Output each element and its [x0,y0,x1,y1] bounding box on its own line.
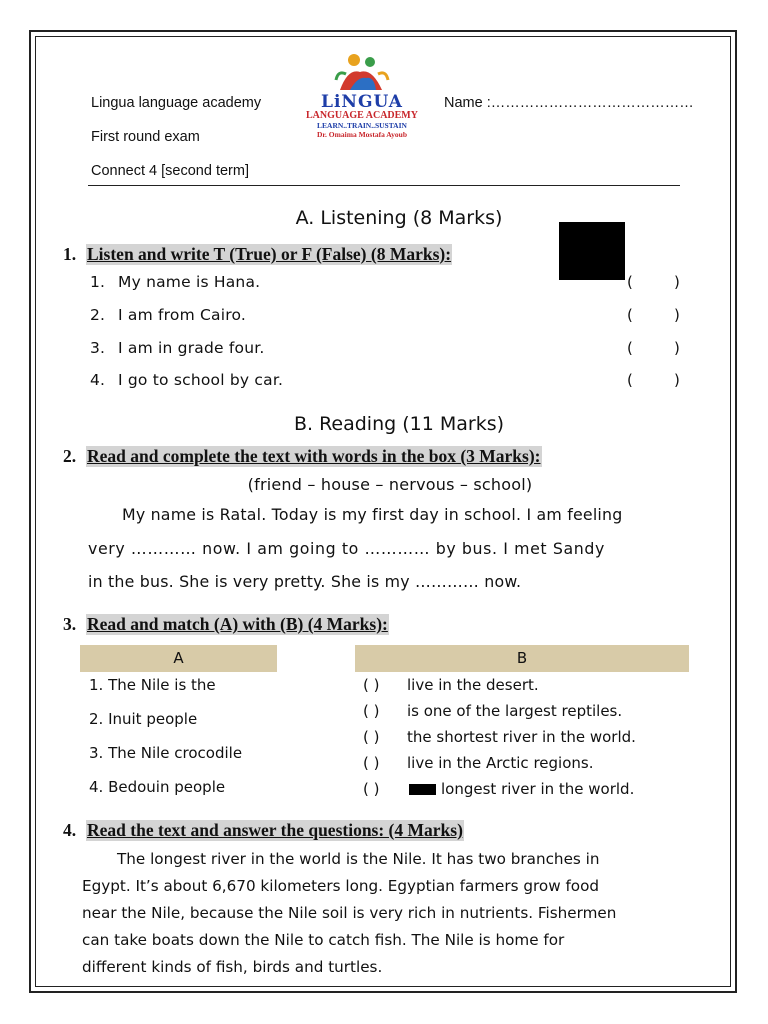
match-b-item-4-paren: ( ) [363,754,380,772]
completion-line-3: in the bus. She is very pretty. She is my ………… now. [88,572,522,591]
match-a-item-3: 3. The Nile crocodile [89,744,243,762]
name-field-label: Name :…………………………………… [444,95,694,111]
tf-item-2-paren-open: ( [627,306,633,324]
exam-round: First round exam [91,129,200,145]
tf-item-3-paren-open: ( [627,339,633,357]
match-a-item-2: 2. Inuit people [89,710,198,728]
question-3-title: Read and match (A) with (B) (4 Marks): [87,614,388,634]
match-b-item-2-paren: ( ) [363,702,380,720]
redaction-box [559,222,625,280]
course-name: Connect 4 [second term] [91,163,249,179]
tf-item-1-number: 1. [90,273,106,291]
tf-item-3-number: 3. [90,339,106,357]
header-divider [88,185,680,186]
match-b-item-3-text: the shortest river in the world. [407,728,636,746]
reading-line-4: can take boats down the Nile to catch fish. The Nile is home for [82,931,565,949]
logo-wordmark: LiNGUA [321,92,403,112]
word-box: (friend – house – nervous – school) [247,475,533,494]
logo-tagline: LANGUAGE ACADEMY [306,110,418,121]
question-1-number: 1. [63,244,77,264]
match-column-b-header: B [355,645,689,672]
academy-name: Lingua language academy [91,95,262,111]
logo-figures-icon [302,50,422,94]
tf-item-4-paren-close: ) [674,371,680,389]
tf-item-4-text: I go to school by car. [118,371,284,389]
match-b-item-1-paren: ( ) [363,676,380,694]
tf-item-1-text: My name is Hana. [118,273,261,291]
question-2-number: 2. [63,446,77,466]
section-a-title: A. Listening (8 Marks) [295,207,503,229]
tf-item-4-number: 4. [90,371,106,389]
tf-item-1-paren-close: ) [674,273,680,291]
match-b-item-5-redaction [409,784,436,795]
question-4-title: Read the text and answer the questions: (4 Marks) [87,820,463,840]
match-b-item-2-text: is one of the largest reptiles. [407,702,623,720]
reading-line-2: Egypt. It’s about 6,670 kilometers long. Egyptian farmers grow food [82,877,600,895]
match-b-item-4-text: live in the Arctic regions. [407,754,594,772]
completion-line-2: very ………… now. I am going to ………… by bus. I met Sandy [88,539,605,558]
match-b-item-5-paren: ( ) [363,780,380,798]
question-4-number: 4. [63,820,77,840]
question-1-title: Listen and write T (True) or F (False) (8 Marks): [87,244,452,264]
tf-item-2-text: I am from Cairo. [118,306,247,324]
question-2-title: Read and complete the text with words in the box (3 Marks): [87,446,541,466]
match-a-item-4: 4. Bedouin people [89,778,226,796]
match-a-item-1: 1. The Nile is the [89,676,216,694]
match-b-item-5-text: longest river in the world. [441,780,635,798]
tf-item-4-paren-open: ( [627,371,633,389]
reading-line-5: different kinds of fish, birds and turtles. [82,958,383,976]
reading-line-3: near the Nile, because the Nile soil is very rich in nutrients. Fishermen [82,904,617,922]
completion-line-1: My name is Ratal. Today is my first day in school. I am feeling [122,505,623,524]
tf-item-2-number: 2. [90,306,106,324]
question-3-number: 3. [63,614,77,634]
tf-item-2-paren-close: ) [674,306,680,324]
section-b-title: B. Reading (11 Marks) [293,413,505,435]
academy-logo [302,50,422,146]
match-b-item-1-text: live in the desert. [407,676,539,694]
logo-motto: LEARN..TRAIN..SUSTAIN [317,121,407,130]
tf-item-1-paren-open: ( [627,273,633,291]
reading-line-1: The longest river in the world is the Nile. It has two branches in [117,850,600,868]
tf-item-3-paren-close: ) [674,339,680,357]
match-column-a-header: A [80,645,277,672]
tf-item-3-text: I am in grade four. [118,339,265,357]
logo-author: Dr. Omaima Mostafa Ayoub [317,130,407,139]
match-b-item-3-paren: ( ) [363,728,380,746]
